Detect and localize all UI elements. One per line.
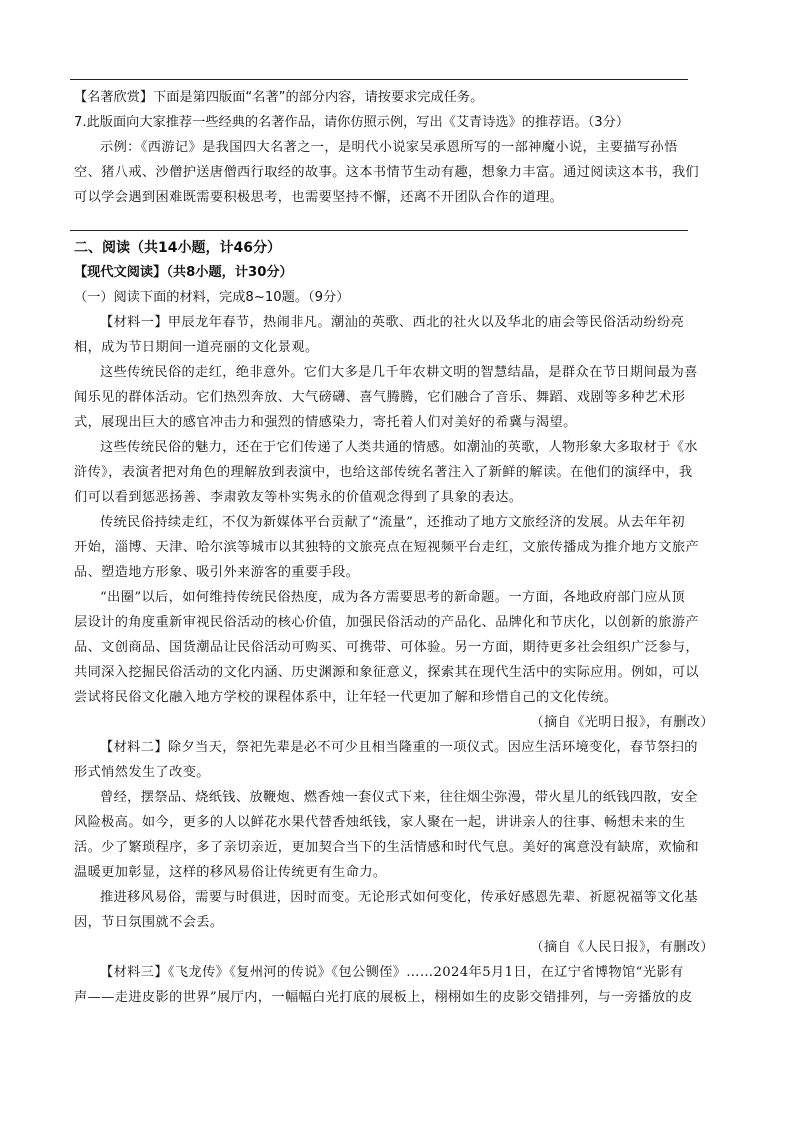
prompt-text: 下面是第四版面“名著”的部分内容，请按要求完成任务。 [153, 90, 484, 105]
material2-line: 因，节日氛围就不会丢。 [74, 915, 224, 930]
material1-line: 品、塑造地方形象、吸引外来游客的重要手段。 [74, 565, 360, 580]
material1-line: 共同深入挖掘民俗活动的文化内涵、历史渊源和象征意义，探索其在现代生活中的实际应用。例如，可以 [74, 665, 700, 680]
material2-line: 【材料二】除夕当天，祭祀先辈是必不可少且相当隆重的一项仪式。因应生活环境变化，春节祭扫的 [100, 740, 698, 755]
example-line-2: 空、猪八戒、沙僧护送唐僧西行取经的故事。这本书情节生动有趣，想象力丰富。通过阅读这本书，我们 [74, 165, 700, 180]
material1-line: 品、文创商品、国货潮品让民俗活动可购买、可携带、可体验。另一方面，期待更多社会组织广泛参与， [74, 640, 700, 655]
material1-line: 这些传统民俗的走红，绝非意外。它们大多是几千年农耕文明的智慧结晶，是群众在节日期间最为喜 [100, 365, 698, 380]
material1-line: 这些传统民俗的魅力，还在于它们传递了人类共通的情感。如潮汕的英歌，人物形象大多取材于《水 [100, 440, 698, 455]
material2-source: （摘自《人民日报》，有删改） [530, 940, 714, 955]
question-7: 7.此版面向大家推荐一些经典的名著作品，请你仿照示例，写出《艾青诗选》的推荐语。（3分） [74, 115, 630, 130]
example-line-3: 可以学会遇到困难既需要积极思考，也需要坚持不懈，还离不开团队合作的道理。 [74, 190, 564, 205]
material1-line: 尝试将民俗文化融入地方学校的课程体系中，让年轻一代更加了解和珍惜自己的文化传统。 [74, 690, 618, 705]
part1-intro: （一）阅读下面的材料，完成8~10题。（9分） [74, 290, 350, 305]
material1-line: “出圈”以后，如何维持传统民俗热度，成为各方需要思考的新命题。一方面，各地政府部门应从顶 [100, 590, 685, 605]
material1-line: 相，成为节日期间一道亮丽的文化景观。 [74, 340, 319, 355]
middle-divider [70, 230, 688, 231]
material1-line: 层设计的角度重新审视民俗活动的核心价值，加强民俗活动的产品化、品牌化和节庆化，以创新的旅游产 [74, 615, 700, 630]
material1-line: 开始，淄博、天津、哈尔滨等城市以其独特的文旅亮点在短视频平台走红，文旅传播成为推介地方文旅产 [74, 540, 700, 555]
material1-line: 式，展现出巨大的感官冲击力和强烈的情感染力，寄托着人们对美好的希冀与渴望。 [74, 415, 577, 430]
material2-line: 形式悄然发生了改变。 [74, 765, 210, 780]
mingzhu-prompt [74, 86, 714, 110]
material2-line: 风险极高。如今，更多的人以鲜花水果代替香烛纸钱，家人聚在一起，讲讲亲人的往事、畅想未来的生 [74, 815, 686, 830]
material1-line: 们可以看到惩恶扬善、李肃敦友等朴实隽永的价值观念得到了具象的表达。 [74, 490, 523, 505]
material1-line: 传统民俗持续走红，不仅为新媒体平台贡献了“流量”，还推动了地方文旅经济的发展。从去年年初 [100, 515, 685, 530]
material1-line: 闻乐见的群体活动。它们热烈奔放、大气磅礴、喜气腾腾，它们融合了音乐、舞蹈、戏剧等多种艺术形 [74, 390, 686, 405]
material2-line: 推进移风易俗，需要与时俱进，因时而变。无论形式如何变化，传承好感恩先辈、祈愿祝福等文化基 [100, 890, 698, 905]
material2-line: 曾经，摆祭品、烧纸钱、放鞭炮、燃香烛一套仪式下来，往往烟尘弥漫，带火星儿的纸钱四散，安全 [100, 790, 698, 805]
modern-reading-head: 【现代文阅读】（共8小题，计30分） [74, 265, 293, 280]
prompt-head: 【名著欣赏】 [74, 90, 154, 105]
top-divider [70, 79, 688, 80]
material3-line: 【材料三】《飞龙传》《复州河的传说》《包公铡侄》……2024年5月1日，在辽宁省博物馆“光影有 [100, 965, 684, 980]
material2-line: 活。少了繁琐程序，多了亲切亲近，更加契合当下的生活情感和时代气息。美好的寓意没有缺席，欢愉和 [74, 840, 700, 855]
material2-line: 温暖更加彰显，这样的移风易俗让传统更有生命力。 [74, 865, 387, 880]
material1-line: 【材料一】甲辰龙年春节，热闹非凡。潮汕的英歌、西北的社火以及华北的庙会等民俗活动纷纷亮 [100, 315, 685, 330]
material1-source: （摘自《光明日报》，有删改） [530, 715, 714, 730]
material1-line: 浒传》，表演者把对角色的理解放到表演中，也给这部传统名著注入了新鲜的解读。在他们的演绎中，我 [74, 465, 693, 480]
section-title: 二、阅读（共14小题，计46分） [74, 240, 281, 256]
example-line-1: 示例：《西游记》是我国四大名著之一，是明代小说家吴承恩所写的一部神魔小说，主要描写孙悟 [100, 140, 678, 155]
material3-line: 声——走进皮影的世界”展厅内，一幅幅白光打底的展板上，栩栩如生的皮影交错排列，与一旁播放的皮 [74, 990, 693, 1005]
